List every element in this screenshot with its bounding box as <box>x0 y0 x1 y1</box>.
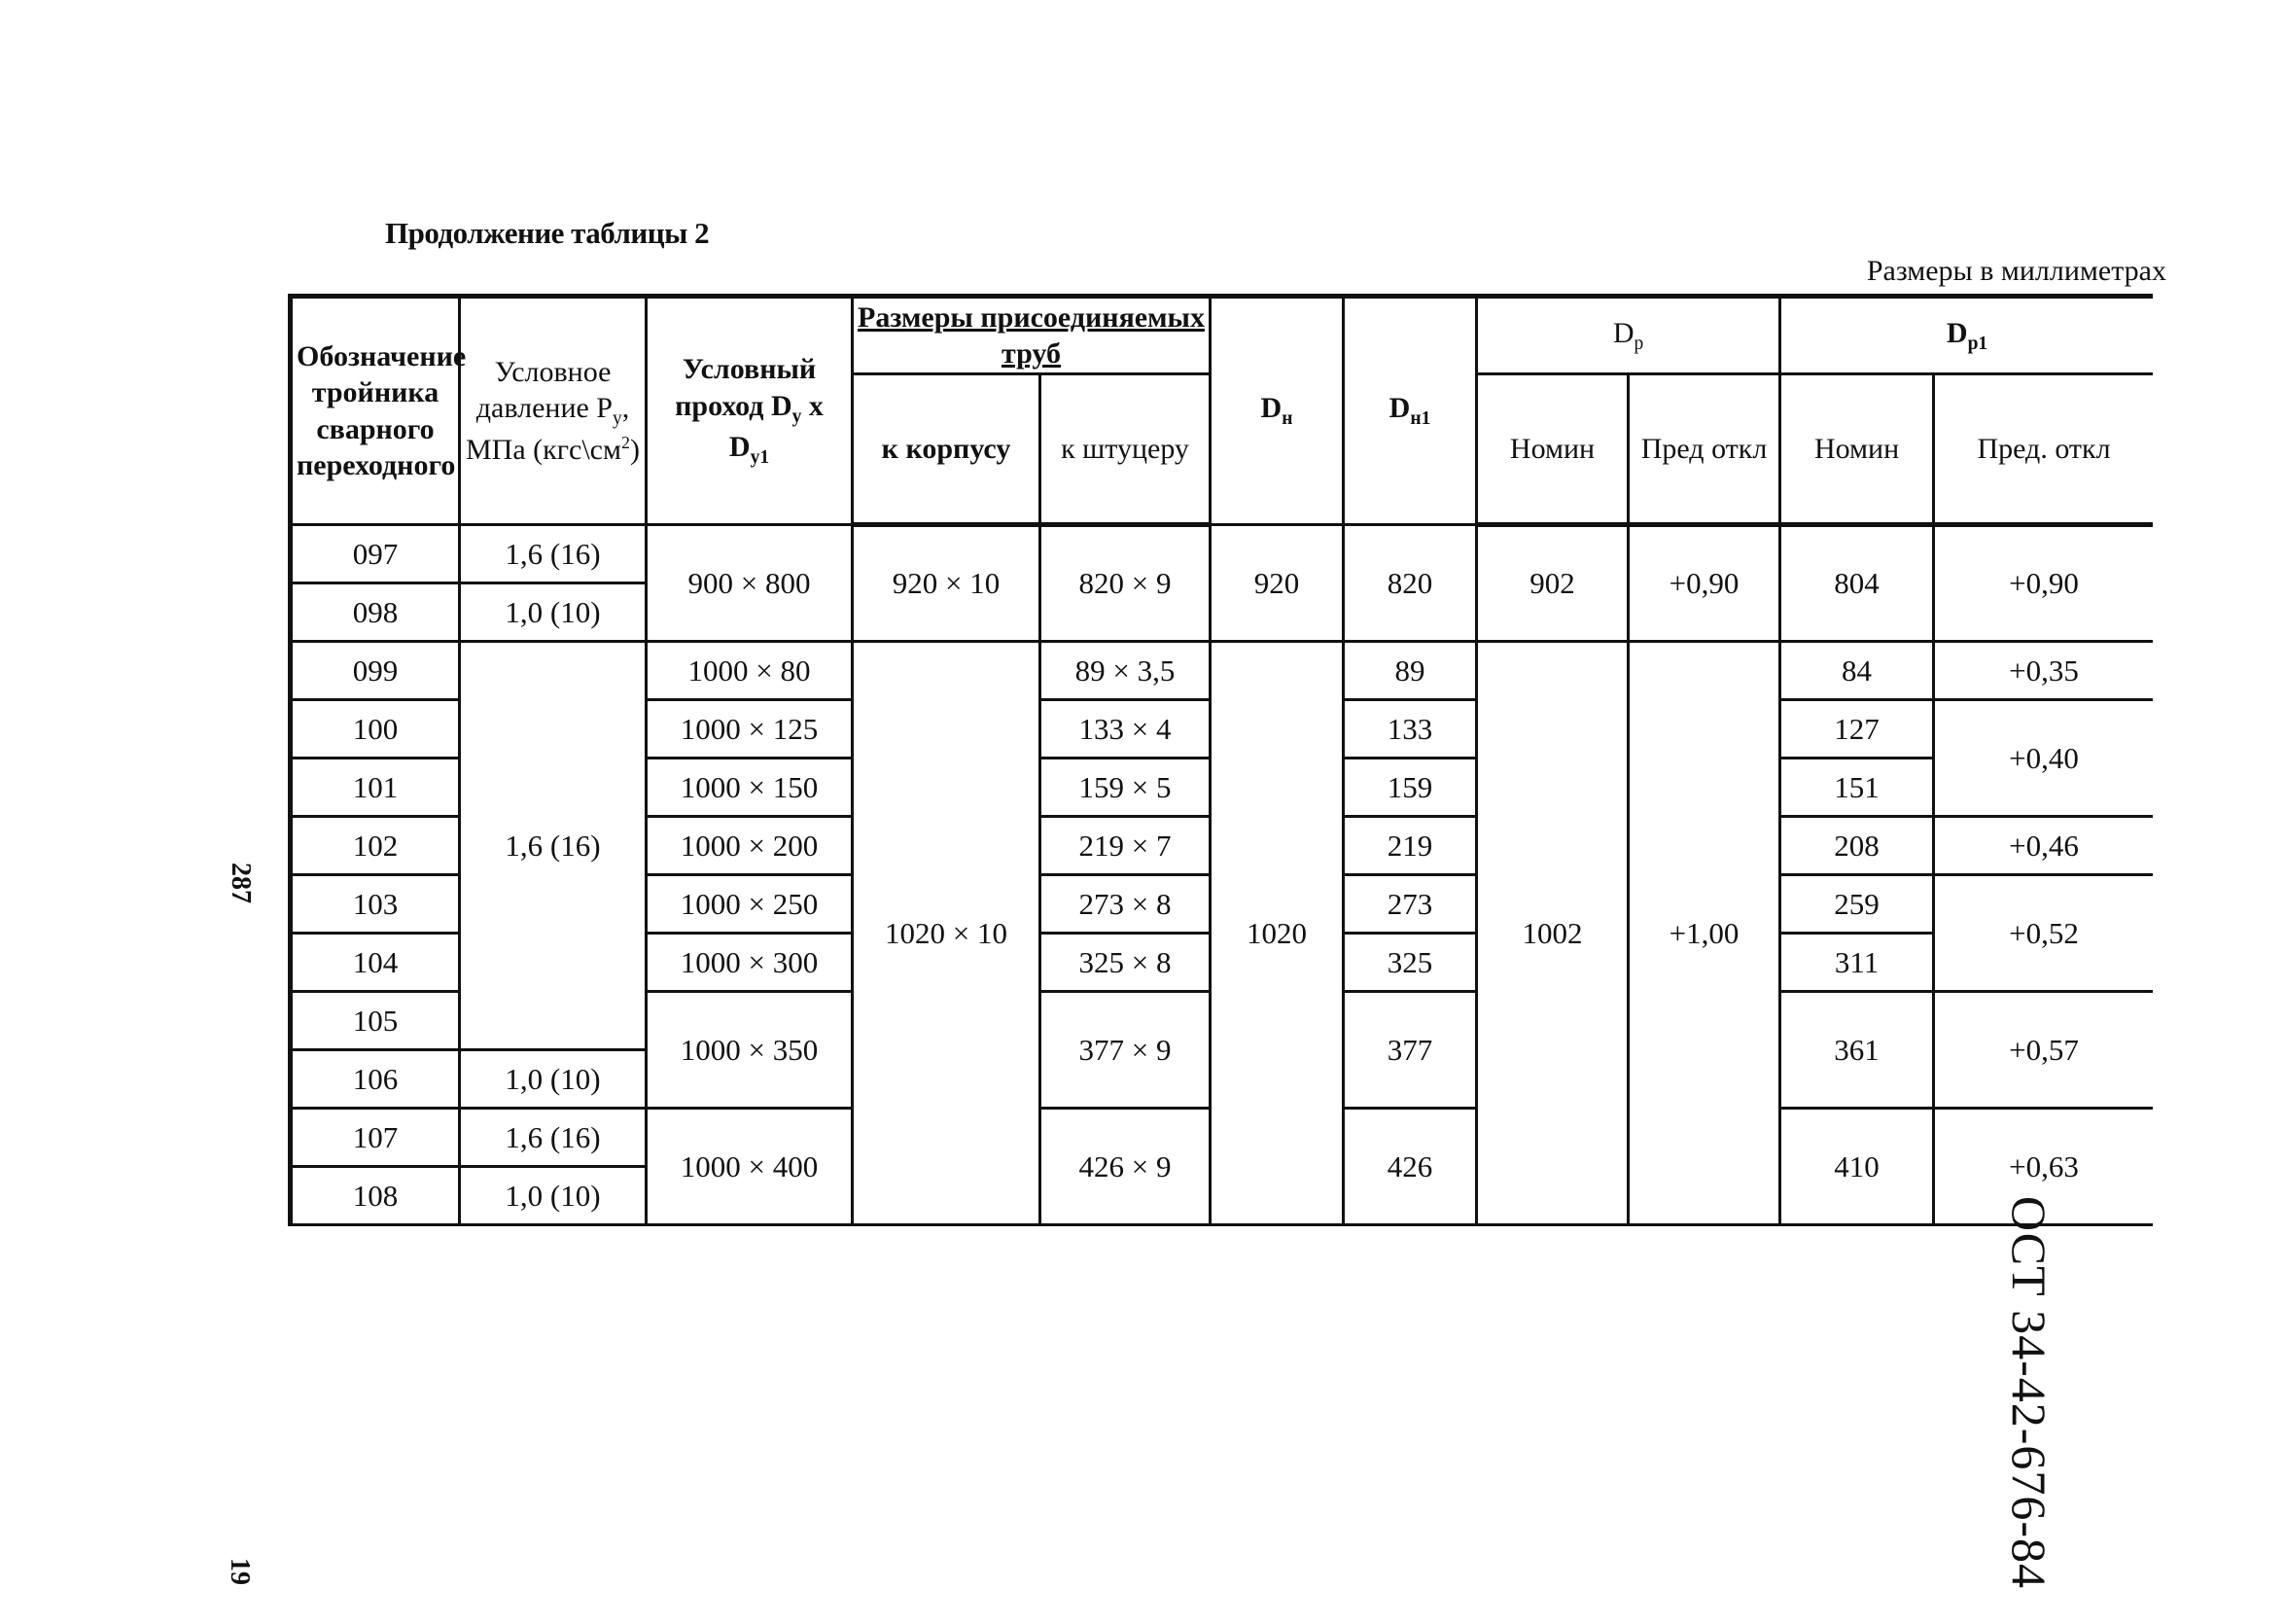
header-dn1: $D_{н1}$ <box>1344 297 1477 525</box>
cell-designation: 098 <box>291 583 460 642</box>
cell-dp1-tol: +0,90 <box>1934 525 2153 642</box>
cell-dp1-nomin: 361 <box>1780 992 1934 1109</box>
cell-dp1-nomin: 410 <box>1780 1109 1934 1225</box>
cell-to-branch: 133 × 4 <box>1040 700 1211 759</box>
cell-dp1-tol: +0,40 <box>1934 700 2153 817</box>
cell-dp1-nomin: 84 <box>1780 642 1934 700</box>
cell-designation: 097 <box>291 525 460 583</box>
cell-to-body: 1020 × 10 <box>853 642 1040 1225</box>
table-frame <box>288 294 2153 1247</box>
cell-dp1-nomin: 804 <box>1780 525 1934 642</box>
cell-dp-tol: +0,90 <box>1629 525 1780 642</box>
header-dp-tol: Пред откл <box>1629 374 1780 525</box>
cell-dn1: 133 <box>1344 700 1477 759</box>
cell-dn1: 426 <box>1344 1109 1477 1225</box>
cell-dp1-nomin: 208 <box>1780 817 1934 875</box>
cell-dp1-tol: +0,57 <box>1934 992 2153 1109</box>
header-to-body: к корпусу <box>853 374 1040 525</box>
cell-dn1: 820 <box>1344 525 1477 642</box>
cell-dp1-tol: +0,63 <box>1934 1109 2153 1225</box>
cell-designation: 108 <box>291 1167 460 1225</box>
cell-dn1: 89 <box>1344 642 1477 700</box>
header-dn: $D_н$ <box>1211 297 1344 525</box>
units-note: Размеры в миллиметрах <box>1866 255 2166 287</box>
cell-passage: 1000 × 250 <box>647 875 853 934</box>
cell-designation: 105 <box>291 992 460 1050</box>
cell-passage: 900 × 800 <box>647 525 853 642</box>
cell-designation: 102 <box>291 817 460 875</box>
cell-dp1-tol: +0,52 <box>1934 875 2153 992</box>
pipe-tee-table <box>288 294 2153 1226</box>
cell-dp-tol: +1,00 <box>1629 642 1780 1225</box>
cell-to-body: 920 × 10 <box>853 525 1040 642</box>
cell-to-branch: 820 × 9 <box>1040 525 1211 642</box>
cell-dn1: 159 <box>1344 759 1477 817</box>
cell-designation: 100 <box>291 700 460 759</box>
cell-to-branch: 219 × 7 <box>1040 817 1211 875</box>
header-to-branch: к штуцеру <box>1040 374 1211 525</box>
header-pipe-sizes: Размеры присоединяемых труб <box>853 297 1211 374</box>
cell-dp1-nomin: 127 <box>1780 700 1934 759</box>
cell-pressure: 1,6 (16) <box>460 1109 647 1167</box>
cell-pressure: 1,0 (10) <box>460 1050 647 1109</box>
cell-dp1-nomin: 259 <box>1780 875 1934 934</box>
cell-passage: 1000 × 80 <box>647 642 853 700</box>
cell-designation: 106 <box>291 1050 460 1109</box>
page-number-top: 287 <box>226 863 256 903</box>
header-designation: Обозначение тройника сварного переходного <box>291 297 460 525</box>
cell-dp1-tol: +0,46 <box>1934 817 2153 875</box>
cell-dn: 1020 <box>1211 642 1344 1225</box>
cell-pressure: 1,0 (10) <box>460 583 647 642</box>
cell-to-branch: 159 × 5 <box>1040 759 1211 817</box>
header-dp1-tol: Пред. откл <box>1934 374 2153 525</box>
cell-passage: 1000 × 200 <box>647 817 853 875</box>
header-pressure: Условное давление $P_y$, МПа $(кгс\backslash см^2)$ <box>460 297 647 525</box>
cell-designation: 104 <box>291 934 460 992</box>
cell-passage: 1000 × 350 <box>647 992 853 1109</box>
cell-to-branch: 377 × 9 <box>1040 992 1211 1109</box>
cell-passage: 1000 × 400 <box>647 1109 853 1225</box>
cell-dn1: 273 <box>1344 875 1477 934</box>
cell-pressure: 1,6 (16) <box>460 642 647 1050</box>
cell-passage: 1000 × 150 <box>647 759 853 817</box>
cell-dn1: 377 <box>1344 992 1477 1109</box>
cell-to-branch: 325 × 8 <box>1040 934 1211 992</box>
header-dp1: $D_{р1}$ <box>1780 297 2153 374</box>
cell-to-branch: 426 × 9 <box>1040 1109 1211 1225</box>
cell-dp1-tol: +0,35 <box>1934 642 2153 700</box>
cell-dp1-nomin: 311 <box>1780 934 1934 992</box>
header-passage: Условный проход $D_y$ x $D_{y1}$ <box>647 297 853 525</box>
cell-to-branch: 273 × 8 <box>1040 875 1211 934</box>
page-number-bottom: 19 <box>225 1558 255 1585</box>
cell-passage: 1000 × 125 <box>647 700 853 759</box>
cell-designation: 103 <box>291 875 460 934</box>
cell-to-branch: 89 × 3,5 <box>1040 642 1211 700</box>
cell-dn: 920 <box>1211 525 1344 642</box>
cell-dp1-nomin: 151 <box>1780 759 1934 817</box>
cell-dp-nomin: 902 <box>1477 525 1629 642</box>
cell-dn1: 219 <box>1344 817 1477 875</box>
cell-dn1: 325 <box>1344 934 1477 992</box>
table-row <box>291 525 2154 583</box>
table-caption: Продолжение таблицы 2 <box>385 216 710 250</box>
header-dp: $D_р$ <box>1477 297 1780 374</box>
cell-designation: 101 <box>291 759 460 817</box>
document-code: ОСТ 34-42-676-84 <box>2002 1196 2056 1590</box>
table-row <box>291 642 2154 700</box>
cell-designation: 099 <box>291 642 460 700</box>
cell-pressure: 1,0 (10) <box>460 1167 647 1225</box>
header-dp-nomin: Номин <box>1477 374 1629 525</box>
cell-pressure: 1,6 (16) <box>460 525 647 583</box>
cell-passage: 1000 × 300 <box>647 934 853 992</box>
cell-designation: 107 <box>291 1109 460 1167</box>
header-dp1-nomin: Номин <box>1780 374 1934 525</box>
cell-dp-nomin: 1002 <box>1477 642 1629 1225</box>
